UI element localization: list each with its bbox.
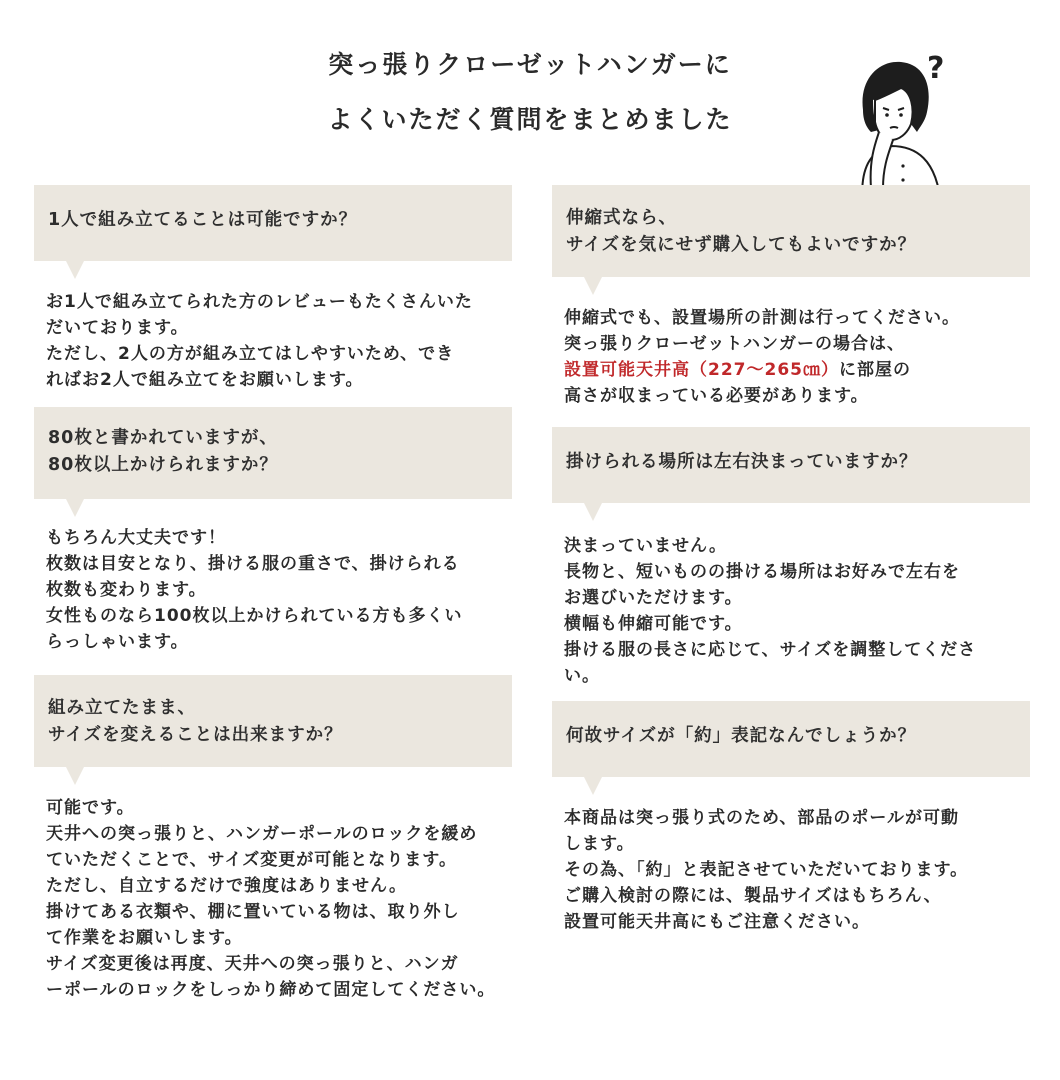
answer-line: ご購入検討の際には、製品サイズはもちろん、 [564,886,942,906]
faq-answer [552,533,1030,691]
answer-line: 本商品は突っ張り式のため、部品のポールが可動 [564,808,959,828]
faq-question [552,185,1030,277]
answer-line: ればお2人で組み立てをお願いします。 [46,370,364,390]
answer-line: もちろん大丈夫です！ [46,528,226,548]
answer-line: 決まっていません。 [564,536,728,556]
answer-line: 伸縮式でも、設置場所の計測は行ってください。 [564,308,960,328]
faq-column-right [552,185,1030,935]
page-title-line-1: 突っ張りクローゼットハンガーに [328,50,732,79]
answer-line: サイズ変更後は再度、天井への突っ張りと、ハンガ [46,954,459,974]
svg-text:?: ? [927,51,945,86]
faq-question [34,407,512,499]
answer-line: ただし、2人の方が組み立てはしやすいため、でき [46,344,455,364]
answer-line: て作業をお願いします。 [46,928,243,948]
answer-line: 長物と、短いものの掛ける場所はお好みで左右を [564,562,960,582]
answer-line: 枚数は目安となり、掛ける服の重さで、掛けられる [46,554,460,574]
faq-column-left [34,185,512,1003]
question-text: 80枚以上かけられますか？ [48,455,278,475]
ceiling-height-highlight: 設置可能天井高（227〜265㎝） [564,360,839,380]
answer-line: 天井への突っ張りと、ハンガーポールのロックを緩め [46,824,478,844]
faq-question [552,701,1030,777]
question-text: 組み立てたまま、 [48,698,196,718]
faq-answer [34,289,512,389]
thinking-woman-icon [845,48,955,208]
answer-line: 掛ける服の長さに応じて、サイズを調整してくださ [564,640,977,660]
answer-line [564,357,1030,383]
answer-line: だいております。 [46,318,189,338]
faq-answer [34,795,512,1003]
question-text: サイズを気にせず購入してもよいですか？ [566,235,917,255]
question-text: 何故サイズが「約」表記なんでしょうか？ [566,726,917,746]
answer-line: ーポールのロックをしっかり締めて固定してください。 [46,980,496,1000]
answer-line: 横幅も伸縮可能です。 [564,614,743,634]
answer-text: に部屋の [838,360,911,380]
answer-line: 枚数も変わります。 [46,580,207,600]
answer-line: 高さが収まっている必要があります。 [564,386,869,406]
answer-line: い。 [564,666,600,686]
question-text: 80枚と書かれていますが、 [48,428,278,448]
question-text: サイズを変えることは出来ますか？ [48,725,343,745]
answer-line: 掛けてある衣類や、棚に置いている物は、取り外し [46,902,460,922]
faq-question [34,675,512,767]
header [0,0,1060,180]
answer-line: らっしゃいます。 [46,632,189,652]
answer-line: 可能です。 [46,798,135,818]
question-text: 1人で組み立てることは可能ですか？ [48,210,358,230]
answer-line: 設置可能天井高にもご注意ください。 [564,912,870,932]
answer-line: お選びいただけます。 [564,588,743,608]
answer-line: ただし、自立するだけで強度はありません。 [46,876,408,896]
answer-line: ていただくことで、サイズ変更が可能となります。 [46,850,457,870]
page-title-line-2: よくいただく質問をまとめました [327,105,733,134]
faq-question [552,427,1030,503]
faq-answer [552,805,1030,935]
answer-line: その為、「約」と表記させていただいております。 [564,860,969,880]
faq-question [34,185,512,261]
question-text: 掛けられる場所は左右決まっていますか？ [566,452,918,472]
faq-answer [34,525,512,655]
answer-line: 突っ張りクローゼットハンガーの場合は、 [564,334,905,354]
question-text: 伸縮式なら、 [566,208,677,228]
answer-line: します。 [564,834,635,854]
faq-answer [552,305,1030,407]
answer-line: 女性ものなら100枚以上かけられている方も多くい [46,606,463,626]
answer-line: お1人で組み立てられた方のレビューもたくさんいた [46,292,473,312]
